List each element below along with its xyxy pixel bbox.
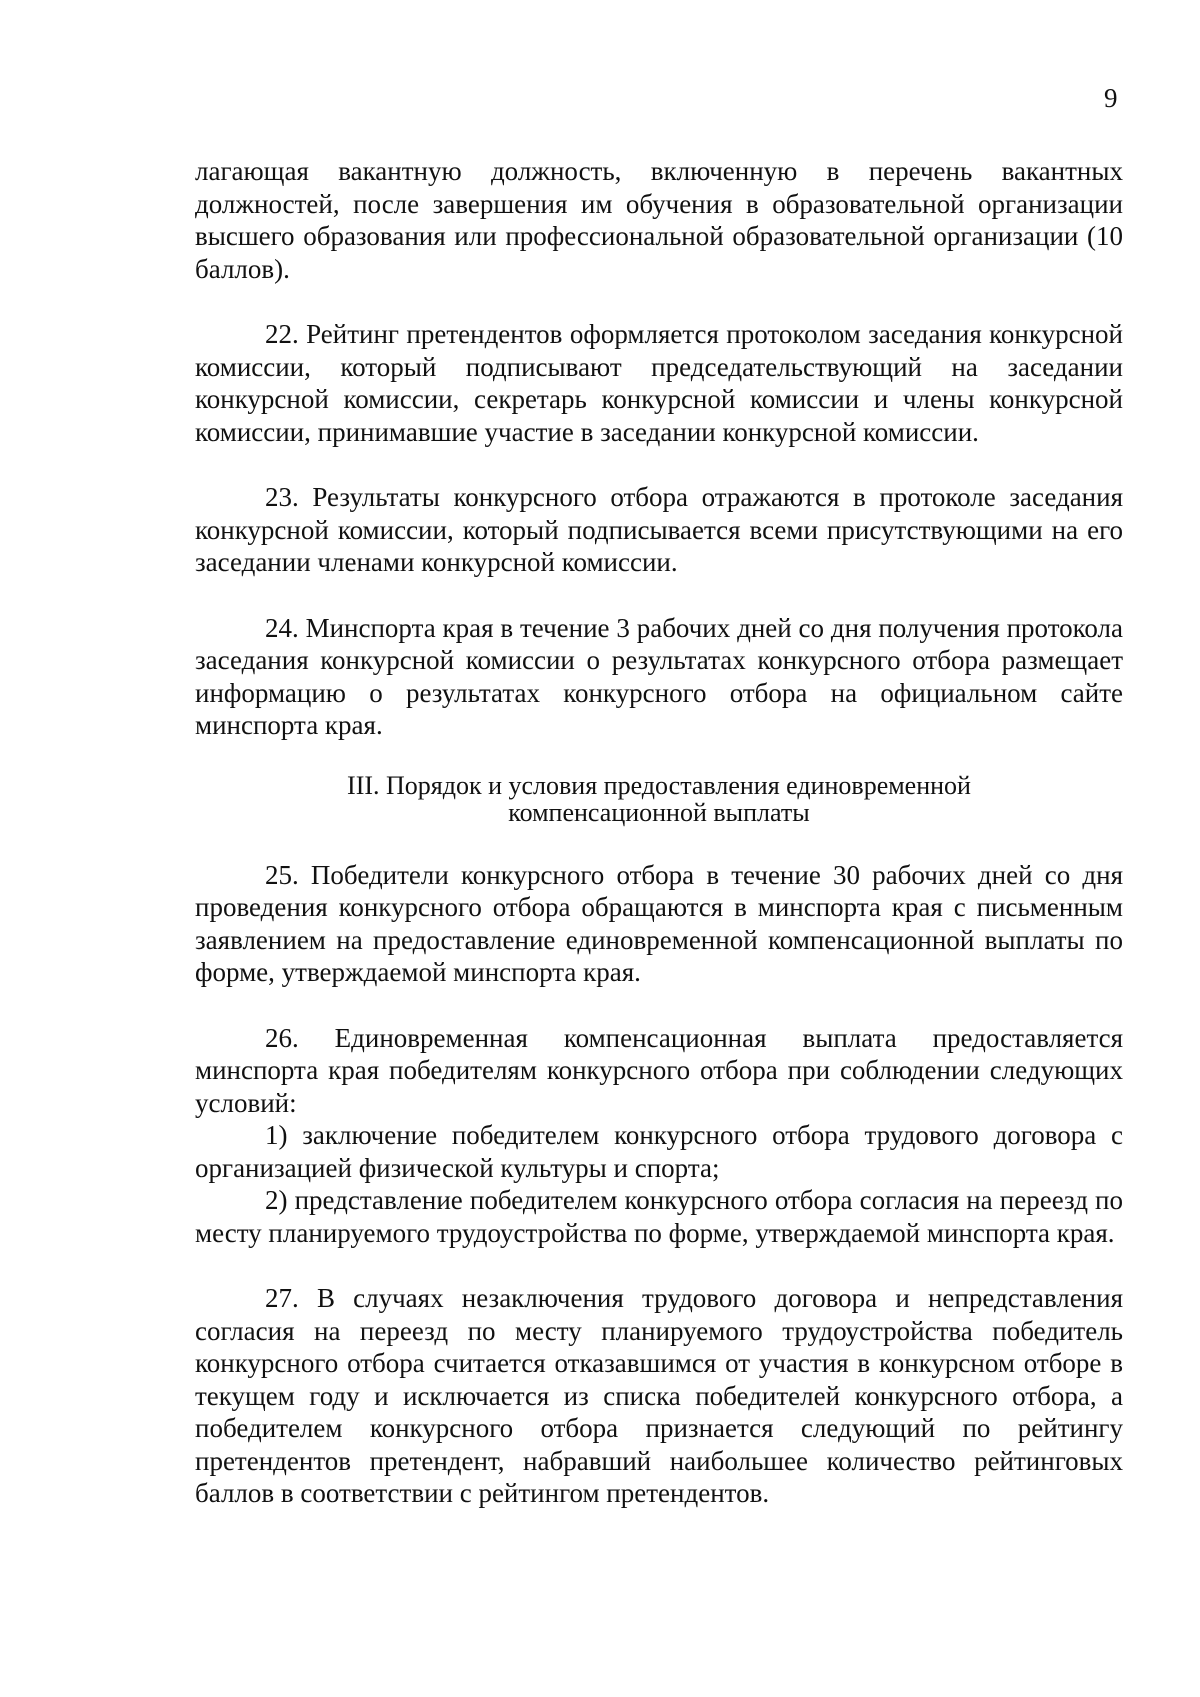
paragraph-26-item-1: 1) заключение победителем конкурсного отбора трудового договора с организацией физической культуры и спорта; — [195, 1120, 1123, 1183]
paragraph-continuation: лагающая вакантную должность, включенную в перечень вакантных должностей, после завершения им обучения в образовательной организации высшего образования или профессиональной образовательной организации (10 баллов). — [195, 156, 1123, 284]
paragraph-23: 23. Результаты конкурсного отбора отражаются в протоколе заседания конкурсной комиссии, который подписывается всеми присутствующими на его заседании членами конкурсной комиссии. — [195, 482, 1123, 577]
section-heading-line-2: компенсационной выплаты — [508, 797, 810, 827]
section-heading — [195, 772, 1123, 826]
section-heading-line-1: III. Порядок и условия предоставления единовременной — [347, 770, 971, 800]
page-number: 9 — [1104, 83, 1118, 113]
paragraph-22: 22. Рейтинг претендентов оформляется протоколом заседания конкурсной комиссии, который подписывают председательствующий на заседании конкурсной комиссии, секретарь конкурсной комиссии и члены конкурсной комиссии, принимавшие участие в заседании конкурсной комиссии. — [195, 319, 1123, 447]
paragraph-24: 24. Минспорта края в течение 3 рабочих дней со дня получения протокола заседания конкурсной комиссии о результатах конкурсного отбора размещает информацию о результатах конкурсного отбора на официальном сайте минспорта края. — [195, 612, 1123, 740]
paragraph-25: 25. Победители конкурсного отбора в течение 30 рабочих дней со дня проведения конкурсного отбора обращаются в минспорта края с письменным заявлением на предоставление единовременной компенсационной выплаты по форме, утверждаемой минспорта края. — [195, 859, 1123, 987]
paragraph-26: 26. Единовременная компенсационная выплата предоставляется минспорта края победителям конкурсного отбора при соблюдении следующих условий: — [195, 1022, 1123, 1118]
paragraph-27: 27. В случаях незаключения трудового договора и непредставления согласия на переезд по месту планируемого трудоустройства победитель конкурсного отбора считается отказавшимся от участия в конкурсном отборе в текущем году и исключается из списка победителей конкурсного отбора, а победителем конкурсного отбора признается следующий по рейтингу претендентов претендент, набравший наибольшее количество рейтинговых баллов в соответствии с рейтингом претендентов. — [195, 1283, 1123, 1508]
paragraph-26-item-2: 2) представление победителем конкурсного отбора согласия на переезд по месту планируемого трудоустройства по форме, утверждаемой минспорта края. — [195, 1185, 1123, 1248]
document-body — [195, 155, 1123, 1510]
